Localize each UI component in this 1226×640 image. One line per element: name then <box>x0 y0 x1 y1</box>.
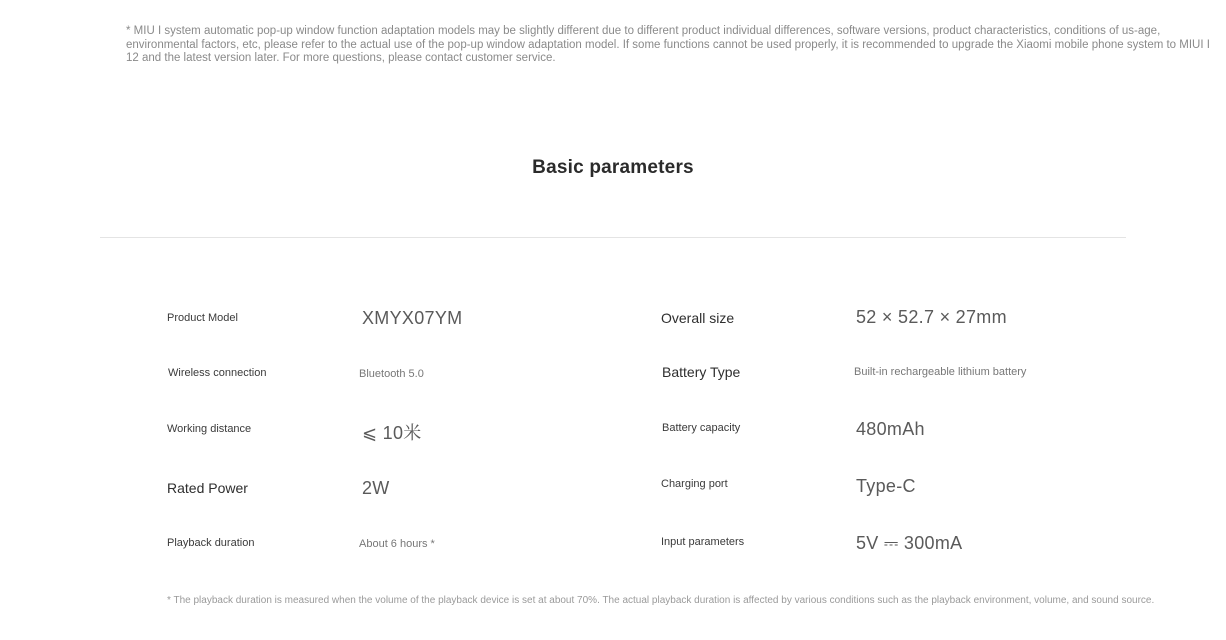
compatibility-disclaimer: * MIU I system automatic pop-up window function adaptation models may be slightly different due to different product individual differences, software versions, product characteristics, conditions of us-age, environmental factors, etc, please refer to the actual use of the pop-up window adaptation model. If some functions cannot be used properly, it is recommended to upgrade the Xiaomi mobile phone system to MIUI I 12 and the latest version later. For more questions, please contact customer service. <box>126 25 1210 64</box>
param-label-product-model: Product Model <box>167 312 238 324</box>
param-label-input-parameters: Input parameters <box>661 536 745 548</box>
param-label-battery-capacity: Battery capacity <box>662 422 741 434</box>
param-label-playback-duration: Playback duration <box>167 537 255 549</box>
param-label-charging-port: Charging port <box>661 478 728 490</box>
param-value-input-parameters: 5V ⎓ 300mA <box>856 533 963 553</box>
param-value-charging-port: Type-C <box>856 476 916 496</box>
param-label-battery-type: Battery Type <box>662 364 741 380</box>
param-value-wireless-connection: Bluetooth 5.0 <box>359 368 424 380</box>
param-value-playback-duration: About 6 hours * <box>359 538 435 550</box>
param-value-product-model: XMYX07YM <box>362 308 463 328</box>
param-value-working-distance: ⩽ 10米 <box>362 423 422 443</box>
param-label-overall-size: Overall size <box>661 310 735 326</box>
section-title: Basic parameters <box>532 157 694 178</box>
section-divider <box>100 237 1126 238</box>
param-label-rated-power: Rated Power <box>167 480 248 496</box>
param-value-rated-power: 2W <box>362 478 390 498</box>
param-label-working-distance: Working distance <box>167 423 252 435</box>
param-value-battery-type: Built-in rechargeable lithium battery <box>854 366 1027 378</box>
param-value-overall-size: 52 × 52.7 × 27mm <box>856 307 1007 327</box>
param-label-wireless-connection: Wireless connection <box>168 367 267 379</box>
playback-footnote: * The playback duration is measured when the volume of the playback device is set at about 70%. The actual playback duration is affected by various conditions such as the playback environment, volume, and sound source. <box>167 595 1155 606</box>
param-value-battery-capacity: 480mAh <box>856 419 925 439</box>
